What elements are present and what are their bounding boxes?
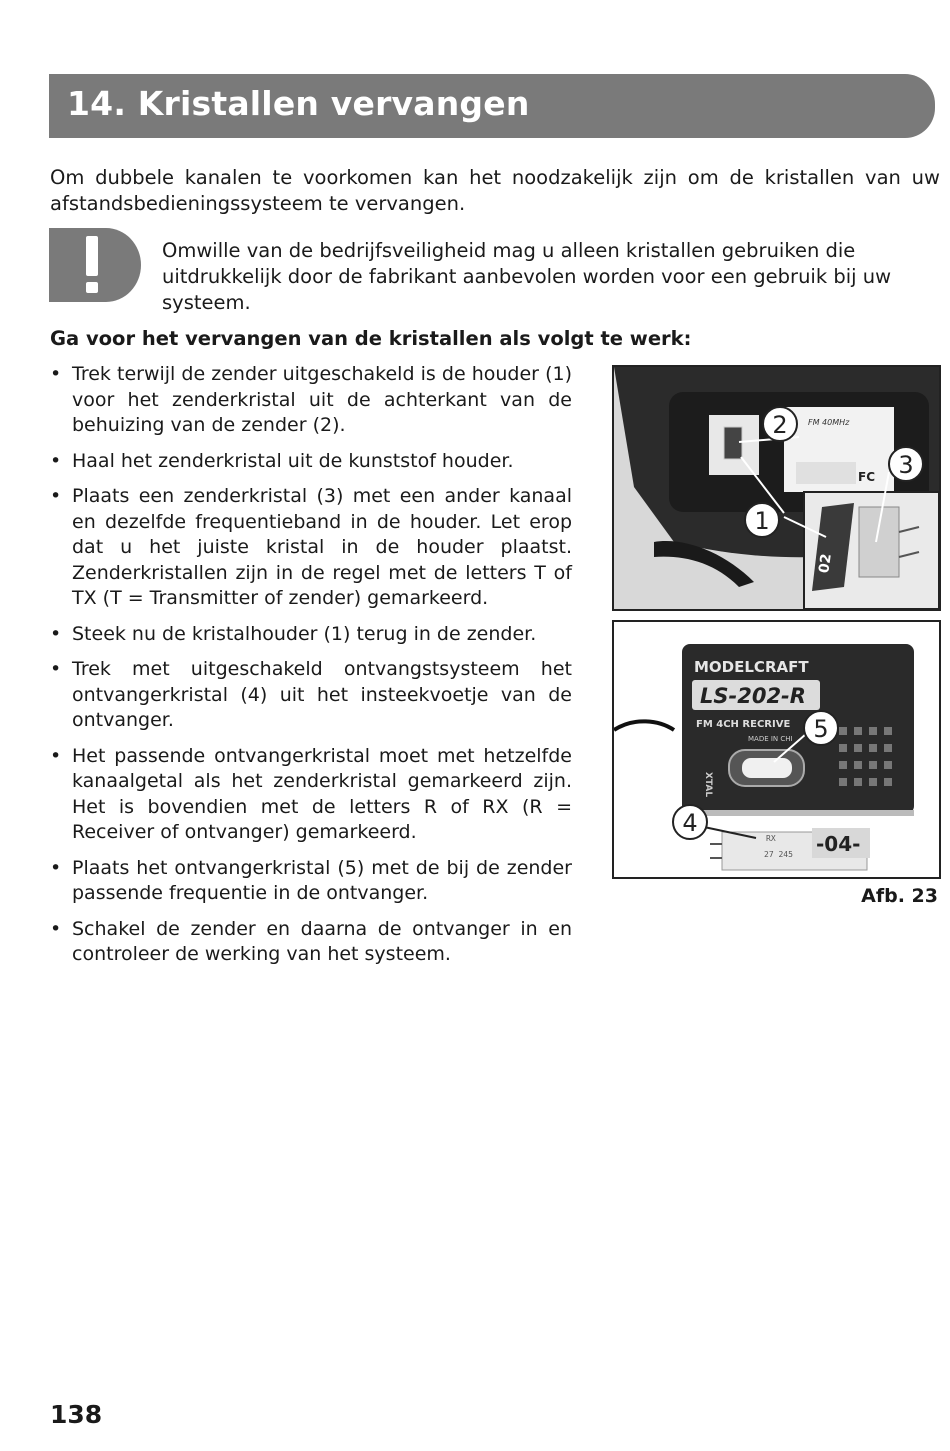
- crystal-marking: 02: [816, 552, 835, 575]
- callout-label: 5: [813, 715, 829, 743]
- made-in-label: MADE IN CHI: [748, 735, 793, 743]
- step-text: Schakel de zender en daarna de ontvanger in en controleer de werking van het systeem.: [72, 917, 572, 965]
- callout-label: 2: [772, 411, 788, 439]
- step-text: Haal het zenderkristal uit de kunststof houder.: [72, 449, 514, 472]
- figure-caption: Afb. 23: [861, 885, 938, 907]
- receiver-model: LS-202-R: [700, 684, 806, 708]
- step-text: Steek nu de kristalhouder (1) terug in de zender.: [72, 622, 537, 645]
- step-text: Plaats het ontvangerkristal (5) met de bij de zender passende frequentie in de ontvanger.: [72, 856, 572, 904]
- callout-label: 3: [898, 451, 914, 479]
- bullet-icon: •: [50, 917, 62, 940]
- channel-label: -04-: [816, 832, 861, 856]
- bullet-icon: •: [50, 363, 62, 385]
- section-header: [49, 74, 935, 138]
- bullet-icon: •: [50, 622, 62, 645]
- list-item: [50, 744, 572, 846]
- fcc-logo: FC: [858, 470, 876, 484]
- crystal-freq-label: 27 245: [764, 850, 793, 859]
- step-text: Trek terwijl de zender uitgeschakeld is de houder (1) voor het zenderkristal uit de achterkant van de behuizing van de zender (2).: [72, 363, 572, 436]
- receiver-photo: [612, 620, 941, 879]
- transmitter-photo: [612, 365, 941, 611]
- list-item: [50, 362, 572, 439]
- callout-label: 1: [754, 507, 770, 535]
- bullet-icon: •: [50, 658, 62, 680]
- list-item: [50, 622, 572, 648]
- intro-paragraph: Om dubbele kanalen te voorkomen kan het noodzakelijk zijn om de kristallen van uw afstandsbedieningssysteem te vervangen.: [50, 166, 940, 215]
- list-item: [50, 856, 572, 907]
- step-text: Het passende ontvangerkristal moet met hetzelfde kanaalgetal als het zenderkristal gemarkeerd zijn. Het is bovendien met de letters R of RX (R = Receiver of ontvanger) gemarkeerd.: [72, 744, 572, 843]
- bullet-icon: •: [50, 744, 62, 767]
- band-label: FM 40MHz: [808, 418, 850, 427]
- bullet-icon: •: [50, 856, 62, 879]
- list-item: [50, 917, 572, 968]
- bullet-icon: •: [50, 485, 62, 507]
- page-number: 138: [50, 1400, 103, 1429]
- step-text: Plaats een zenderkristal (3) met een ander kanaal en dezelfde frequentieband in de houder. Let erop dat u het juiste kristal in de houder plaatst. Zenderkristallen zijn in de regel met de letters T of TX (T = Transmitter of zender) gemarkeerd.: [72, 485, 572, 609]
- list-item: [50, 657, 572, 734]
- list-item: [50, 449, 572, 475]
- bullet-icon: •: [50, 449, 62, 472]
- warning-text: Omwille van de bedrijfsveiligheid mag u alleen kristallen gebruiken die uitdrukkelijk door de fabrikant aanbevolen worden voor een gebruik bij uw systeem.: [162, 239, 892, 314]
- list-item: [50, 484, 572, 612]
- steps-heading: Ga voor het vervangen van de kristallen als volgt te werk:: [50, 327, 692, 350]
- step-text: Trek met uitgeschakeld ontvangstsysteem het ontvangerkristal (4) uit het insteekvoetje van de ontvanger.: [72, 658, 572, 731]
- callout-label: 4: [682, 809, 698, 837]
- xtal-label: XTAL: [703, 772, 713, 798]
- crystal-rx-label: RX: [766, 834, 776, 843]
- section-title: 14. Kristallen vervangen: [67, 84, 530, 123]
- receiver-subtitle: FM 4CH RECRIVE: [696, 719, 791, 730]
- exclamation-icon: [49, 228, 141, 302]
- receiver-brand: MODELCRAFT: [694, 658, 809, 676]
- steps-list: [50, 362, 572, 978]
